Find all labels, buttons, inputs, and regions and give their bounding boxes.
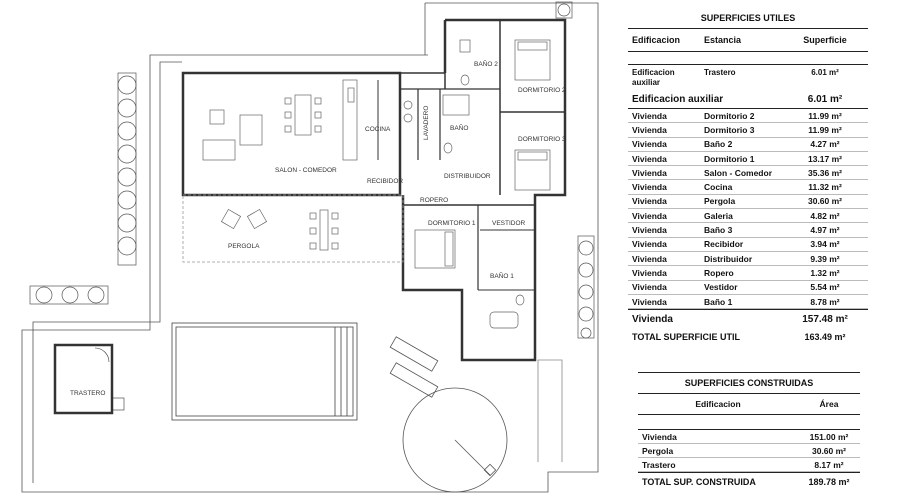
utiles-row-edificacion: Vivienda xyxy=(632,167,667,178)
construidas-row-edificacion: Pergola xyxy=(642,445,674,456)
construidas-total-value: 189.78 m² xyxy=(808,477,850,487)
utiles-row xyxy=(628,109,868,123)
utiles-row-superficie: 3.94 m² xyxy=(810,239,840,250)
construidas-header-edificacion: Edificacion xyxy=(695,399,741,409)
utiles-row-superficie: 8.78 m² xyxy=(810,296,840,307)
utiles-header xyxy=(628,29,868,52)
utiles-row xyxy=(628,252,868,266)
utiles-row-superficie: 11.99 m² xyxy=(808,110,842,121)
trastero-building xyxy=(55,345,124,413)
construidas-row xyxy=(638,444,860,458)
utiles-grand-total xyxy=(628,328,868,346)
label-distribuidor: DISTRIBUIDOR xyxy=(444,173,491,180)
label-lavadero: LAVADERO xyxy=(423,105,430,140)
utiles-auxiliar-estancia: Trastero xyxy=(704,68,736,77)
utiles-row-edificacion: Vivienda xyxy=(632,253,667,264)
construidas-header xyxy=(638,394,860,415)
superficies-construidas-table xyxy=(638,372,860,491)
utiles-auxiliar-row xyxy=(628,64,868,91)
utiles-vivienda-total-value: 157.48 m² xyxy=(802,313,848,325)
construidas-total-label: TOTAL SUP. CONSTRUIDA xyxy=(642,477,756,487)
utiles-row xyxy=(628,266,868,280)
utiles-row-estancia: Dormitorio 1 xyxy=(704,153,755,164)
hedge-trees-left xyxy=(118,73,136,265)
utiles-row-estancia: Baño 3 xyxy=(704,225,733,236)
utiles-row xyxy=(628,223,868,237)
construidas-row-area: 8.17 m² xyxy=(814,459,844,470)
utiles-row-estancia: Dormitorio 2 xyxy=(704,110,755,121)
utiles-row xyxy=(628,152,868,166)
utiles-row-superficie: 1.32 m² xyxy=(810,267,840,278)
label-bano2: BAÑO 2 xyxy=(474,61,498,68)
label-recibidor: RECIBIDOR xyxy=(367,178,404,185)
utiles-row-edificacion: Vivienda xyxy=(632,110,667,121)
construidas-row-area: 151.00 m² xyxy=(809,431,849,442)
superficies-utiles-table xyxy=(628,8,868,346)
label-cocina: COCINA xyxy=(365,126,391,133)
utiles-auxiliar-edif-line1: Edificacion xyxy=(632,68,675,77)
utiles-row-superficie: 4.27 m² xyxy=(810,139,840,150)
utiles-row-superficie: 5.54 m² xyxy=(810,282,840,293)
utiles-row-superficie: 11.32 m² xyxy=(808,182,842,193)
utiles-row xyxy=(628,166,868,180)
hedge-trees-top xyxy=(556,2,572,18)
utiles-row-estancia: Galeria xyxy=(704,210,733,221)
construidas-row-area: 30.60 m² xyxy=(811,445,847,456)
label-bano1: BAÑO 1 xyxy=(490,273,514,280)
utiles-row xyxy=(628,180,868,194)
utiles-grand-total-value: 163.49 m² xyxy=(804,332,846,343)
utiles-header-estancia: Estancia xyxy=(704,35,742,45)
utiles-row xyxy=(628,123,868,137)
utiles-auxiliar-total xyxy=(628,91,868,108)
utiles-row-estancia: Cocina xyxy=(704,182,733,193)
utiles-row xyxy=(628,209,868,223)
hedge-trees-right xyxy=(578,236,594,338)
utiles-row-edificacion: Vivienda xyxy=(632,182,667,193)
construidas-row xyxy=(638,458,860,472)
construidas-row xyxy=(638,430,860,444)
utiles-row-superficie: 13.17 m² xyxy=(807,153,843,164)
label-dormitorio2: DORMITORIO 2 xyxy=(518,87,566,94)
construidas-header-area: Área xyxy=(819,399,839,409)
utiles-row-estancia: Salon - Comedor xyxy=(704,167,773,178)
pool xyxy=(172,323,357,420)
utiles-row-edificacion: Vivienda xyxy=(632,124,667,135)
pergola-area xyxy=(183,195,403,262)
utiles-row-estancia: Baño 2 xyxy=(704,139,733,150)
utiles-row-superficie: 11.99 m² xyxy=(808,124,842,135)
label-dormitorio3: DORMITORIO 3 xyxy=(518,136,566,143)
utiles-row xyxy=(628,238,868,252)
label-bano: BAÑO xyxy=(450,125,469,132)
utiles-row-edificacion: Vivienda xyxy=(632,296,667,307)
utiles-row-estancia: Dormitorio 3 xyxy=(704,124,755,135)
label-trastero: TRASTERO xyxy=(70,390,106,397)
utiles-row xyxy=(628,195,868,209)
utiles-row-estancia: Distribuidor xyxy=(704,253,753,264)
terrace-boundary xyxy=(33,62,182,483)
utiles-auxiliar-total-label: Edificacion auxiliar xyxy=(632,94,724,105)
utiles-title: SUPERFICIES UTILES xyxy=(628,8,868,29)
sun-loungers xyxy=(390,337,438,397)
utiles-row-edificacion: Vivienda xyxy=(632,153,667,164)
label-salon: SALON - COMEDOR xyxy=(275,167,337,174)
construidas-row-edificacion: Vivienda xyxy=(642,431,677,442)
utiles-auxiliar-total-value: 6.01 m² xyxy=(807,94,843,105)
utiles-row-edificacion: Vivienda xyxy=(632,239,667,250)
construidas-title: SUPERFICIES CONSTRUIDAS xyxy=(638,372,860,394)
utiles-vivienda-total xyxy=(628,309,868,328)
utiles-row-estancia: Baño 1 xyxy=(704,296,733,307)
utiles-row-estancia: Pergola xyxy=(704,196,736,207)
label-vestidor: VESTIDOR xyxy=(492,220,526,227)
utiles-row-edificacion: Vivienda xyxy=(632,267,667,278)
utiles-auxiliar-edif-line2: auxiliar xyxy=(632,78,661,87)
construidas-total xyxy=(638,472,860,491)
hedge-trees-bottom xyxy=(30,286,108,304)
utiles-row-estancia: Recibidor xyxy=(704,239,744,250)
utiles-row-superficie: 35.36 m² xyxy=(807,167,843,178)
utiles-row-superficie: 9.39 m² xyxy=(810,253,840,264)
utiles-row xyxy=(628,295,868,309)
house-walls xyxy=(183,20,565,360)
construidas-row-edificacion: Trastero xyxy=(642,459,676,470)
utiles-auxiliar-superficie: 6.01 m² xyxy=(811,68,839,77)
construidas-rows xyxy=(638,429,860,472)
label-ropero: ROPERO xyxy=(420,197,449,204)
utiles-grand-total-label: TOTAL SUPERFICIE UTIL xyxy=(632,332,741,343)
utiles-header-edificacion: Edificacion xyxy=(632,35,681,45)
label-pergola: PERGOLA xyxy=(228,243,260,250)
utiles-vivienda-total-label: Vivienda xyxy=(632,313,673,325)
utiles-row-edificacion: Vivienda xyxy=(632,225,667,236)
utiles-row-superficie: 4.97 m² xyxy=(810,225,840,236)
utiles-row-estancia: Ropero xyxy=(704,267,734,278)
utiles-header-superficie: Superficie xyxy=(803,35,847,45)
utiles-row-superficie: 4.82 m² xyxy=(810,210,840,221)
utiles-row xyxy=(628,281,868,295)
round-terrace xyxy=(403,388,507,492)
label-dormitorio1: DORMITORIO 1 xyxy=(428,220,476,227)
utiles-row-superficie: 30.60 m² xyxy=(807,196,843,207)
utiles-rows xyxy=(628,108,868,309)
utiles-row-edificacion: Vivienda xyxy=(632,196,667,207)
utiles-row-edificacion: Vivienda xyxy=(632,210,667,221)
utiles-row-estancia: Vestidor xyxy=(704,282,738,293)
utiles-row-edificacion: Vivienda xyxy=(632,282,667,293)
utiles-row-edificacion: Vivienda xyxy=(632,139,667,150)
utiles-row xyxy=(628,138,868,152)
